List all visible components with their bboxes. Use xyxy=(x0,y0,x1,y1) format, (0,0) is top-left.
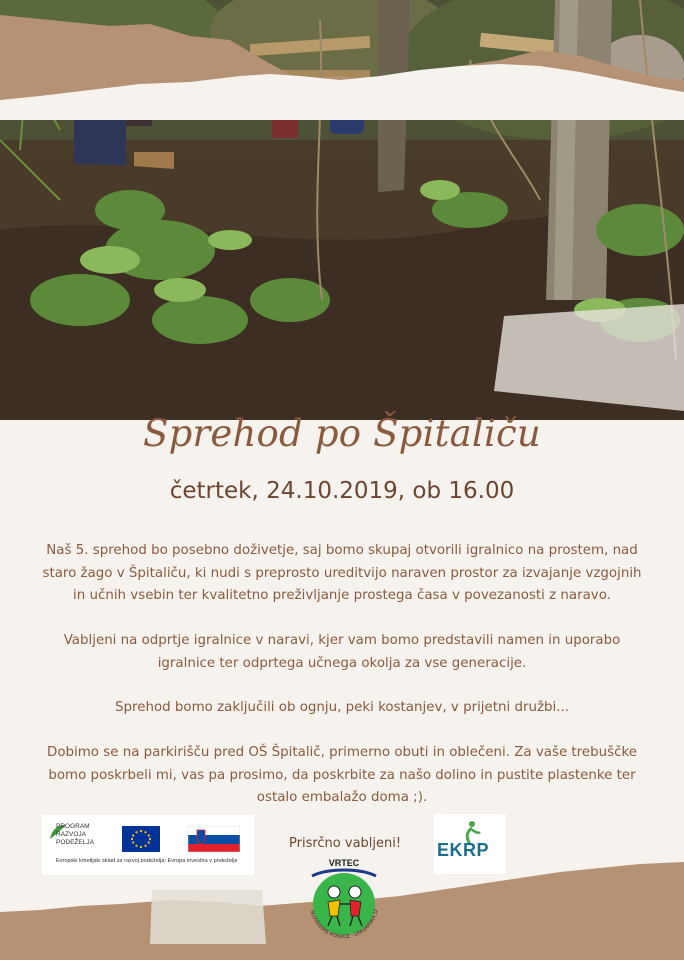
eu-flag-icon xyxy=(122,826,160,852)
eu-caption: Evropski kmetijski sklad za razvoj podeželja: Evropa investira v podeželje xyxy=(56,858,238,864)
greeting-text: Prisrčno vabljeni! xyxy=(289,836,402,851)
program-text: PROGRAM RAZVOJA PODEŽELJA xyxy=(56,823,94,846)
paragraph-intro: Naš 5. sprehod bo posebno doživetje, saj bomo skupaj otvorili igralnico na prostem, nad staro žago v Špitaliču, ki nudi s preprosto ureditvijo naraven prostor za izvajanje vzgojnih in učnih vsebin ter kvalitetno preživljanje prostega časa v povezanosti z naravo. xyxy=(42,543,642,603)
vrtec-ring-text: SLOVENSKE KONJICE · USNJARSKA 12 xyxy=(308,908,380,940)
paragraph-closing: Sprehod bomo zaključili ob ognju, peki kostanjev, v prijetni družbi... xyxy=(115,700,569,715)
event-datetime: četrtek, 24.10.2019, ob 16.00 xyxy=(169,478,515,504)
ekrp-logo xyxy=(434,814,506,874)
tape-top-right xyxy=(494,296,684,416)
torn-paper-edge xyxy=(0,0,684,120)
eu-funding-logos xyxy=(42,815,254,875)
paragraph-meeting-point: Dobimo se na parkirišču pred OŠ Špitalič, primerno obuti in oblečeni. Za vaše trebuščke bomo poskrbeli mi, vas pa prosimo, da poskrbite za našo dolino in pustite plastenke ter ostalo embalažo doma ;). xyxy=(47,745,637,805)
event-title: Sprehod po Špitaliču xyxy=(143,412,541,455)
forest-photo xyxy=(0,0,684,420)
ekrp-text: EKRP xyxy=(437,840,490,860)
slovenia-flag-icon xyxy=(188,826,240,852)
vrtec-logo xyxy=(298,856,390,940)
vrtec-text: VRTEC xyxy=(328,858,360,868)
paragraph-invitation: Vabljeni na odprtje igralnice v naravi, kjer vam bomo predstavili namen in uporabo igralnice ter odprtega učnega okolja za vse generacije. xyxy=(63,633,621,671)
